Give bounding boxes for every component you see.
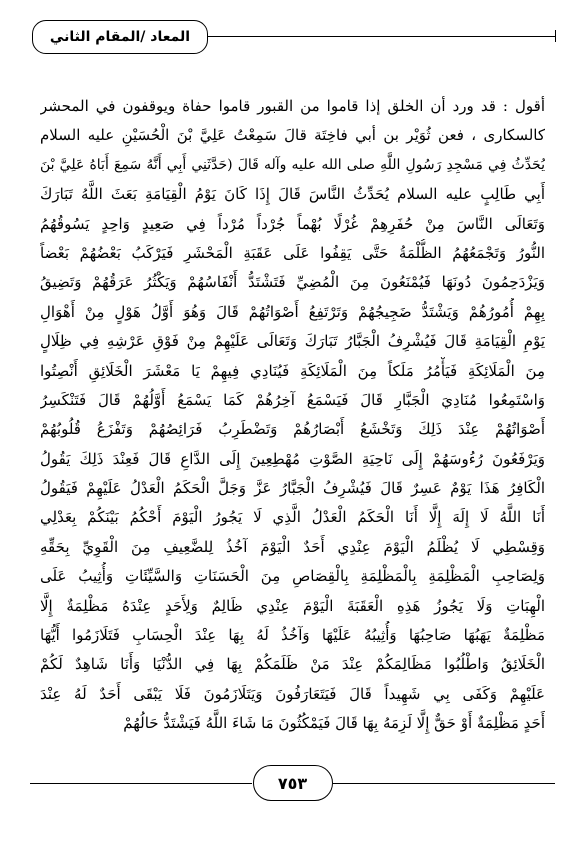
text-line: الْخَلَائِقُ وَاطْلُبُوا مَظَالِمَكُمْ عِنْدَ مَنْ ظَلَمَكُمْ بِهَا فِي الدُّنْيَا وَأَنَا شَاهِدٌ لَكُمْ (40, 655, 545, 674)
text-line: مَظْلِمَةٌ يَهَبُهَا صَاحِبُهَا وَأُثِيبُهُ عَلَيْهَا وَآخُذُ لَهُ بِهَا عِنْدَ الْحِسَابِ فَتَلَازَمُوا أَيُّهَا (40, 626, 545, 645)
body-text (40, 92, 545, 739)
text-line: النُّورُ وَتَجْمَعُهُمُ الظُّلْمَةُ حَتَّى يَقِفُوا عَلَى عَقَبَةِ الْمَحْشَرِ فَيَرْكَبُ بَعْضُهُمْ بَعْضاً (40, 243, 545, 262)
text-line: الْهِبَاتِ وَلَا يَجُوزُ هَذِهِ الْعَقَبَةَ الْيَوْمَ عِنْدِي ظَالِمٌ وَلِأَحَدٍ عِنْدَهُ مَظْلِمَةٌ إِلَّا (40, 596, 545, 615)
text-line: بِهِمْ أُمُورُهُمْ وَيَشْتَدُّ ضَجِيجُهُمْ وَتَرْتَفِعُ أَصْوَاتُهُمْ قَالَ وَهُوَ أَوَّلُ هَوْلٍ مِنْ أَهْوَالِ (40, 302, 545, 321)
text-line: أَحَدٍ مَظْلِمَةٌ أَوْ حَقٌّ إِلَّا لَزِمَهُ بِهَا قَالَ فَيَمْكُثُونَ مَا شَاءَ اللَّهُ فَيَشْتَدُّ حَالُهُمْ (123, 714, 545, 733)
text-line: وَاسْتَمِعُوا مُنَادِيَ الْجَبَّارِ قَالَ فَيَسْمَعُ آخِرُهُمْ كَمَا يَسْمَعُ أَوَّلُهُمْ قَالَ فَتَنْكَسِرُ (40, 390, 545, 409)
text-line: أَبِي طَالِبٍ عليه السلام يُحَدِّثُ النَّاسَ قَالَ إِذَا كَانَ يَوْمُ الْقِيَامَةِ بَعَثَ اللَّهُ تَبَارَكَ (40, 185, 545, 204)
header-rule (208, 36, 556, 37)
text-line: وَيَرْفَعُونَ رُءُوسَهُمْ إِلَى نَاحِيَةِ الصَّوْتِ مُهْطِعِينَ إِلَى الدَّاعِ قَالَ فَعِنْدَ ذَلِكَ يَقُولُ (40, 449, 545, 468)
text-line: وَيَزْدَحِمُونَ دُونَهَا فَيُمْنَعُونَ مِنَ الْمُضِيِّ فَتَشْتَدُّ أَنْفَاسُهُمْ وَيَكْثُرُ عَرَقُهُمْ وَتَضِيقُ (40, 273, 545, 292)
text-line: الْكَافِرُ هَذَا يَوْمٌ عَسِرٌ قَالَ فَيُشْرِفُ الْجَبَّارُ عَزَّ وَجَلَّ الْحَكَمُ الْعَدْلُ عَلَيْهِمْ فَيَقُولُ (40, 479, 545, 498)
text-line: أَنَا اللَّهُ لَا إِلَهَ إِلَّا أَنَا الْحَكَمُ الْعَدْلُ الَّذِي لَا يَجُورُ الْيَوْمَ أَحْكُمُ بَيْنَكُمْ بِعَدْلِي (40, 508, 545, 527)
text-line: عَلَيْهِمْ وَكَفَى بِي شَهِيداً قَالَ فَيَتَعَارَفُونَ وَيَتَلَازَمُونَ فَلَا يَبْقَى أَحَدٌ لَهُ عِنْدَ (40, 684, 545, 703)
text-line: وَلِصَاحِبِ الْمَظْلِمَةِ بِالْمَظْلِمَةِ بِالْقِصَاصِ مِنَ الْحَسَنَاتِ وَالسَّيِّئَاتِ وَأُثِيبُ عَلَى (40, 567, 545, 586)
text-line: أَصْوَاتُهُمْ عِنْدَ ذَلِكَ وَتَخْشَعُ أَبْصَارُهُمْ وَتَضْطَرِبُ فَرَائِصُهُمْ وَتَفْزَعُ قُلُوبُهُمْ (40, 420, 545, 439)
text-line: يَوْمِ الْقِيَامَةِ قَالَ فَيُشْرِفُ الْجَبَّارُ تَبَارَكَ وَتَعَالَى عَلَيْهِمْ مِنْ فَوْقِ عَرْشِهِ فِي ظِلَالٍ (40, 332, 545, 351)
text-line: وَتَعَالَى النَّاسَ مِنْ حُفَرِهِمْ غُرْلًا بُهْماً جُرْداً مُرْداً فِي صَعِيدٍ وَاحِدٍ يَسُوقُهُمُ (40, 214, 545, 233)
text-line: أقول : قد ورد أن الخلق إذا قاموا من القبور قاموا حفاة ويوقفون في المحشر (40, 97, 545, 115)
text-line: مِنَ الْمَلَائِكَةِ فَيَأْمُرُ مَلَكاً مِنَ الْمَلَائِكَةِ فَيُنَادِي فِيهِمْ يَا مَعْشَرَ الْخَلَائِقِ أَنْصِتُوا (40, 361, 545, 380)
section-title: المعاد /المقام الثاني (32, 20, 208, 54)
text-line: يُحَدِّثُ فِي مَسْجِدِ رَسُولِ اللَّهِ صلى الله عليه وآله قَالَ (حَدَّثَنِي أَبِي أَنَّهُ سَمِعَ أَبَاهُ عَلِيَّ بْنَ (40, 156, 545, 173)
text-line: وَقِسْطِي لَا يُظْلَمُ الْيَوْمَ عِنْدِي أَحَدٌ الْيَوْمَ آخُذُ لِلضَّعِيفِ مِنَ الْقَوِيِّ بِحَقِّهِ (40, 537, 545, 556)
header-rule-end (552, 30, 556, 42)
footer-rule-right (333, 783, 555, 784)
footer-rule-left (30, 783, 252, 784)
page-number: ٧٥٣ (253, 765, 333, 801)
text-line: كالسكارى ، فعن ثُوَيْر بن أبي فاخِتَة قالَ سَمِعْتُ عَلِيَّ بْنَ الْحُسَيْنِ عليه السلام (40, 126, 545, 145)
